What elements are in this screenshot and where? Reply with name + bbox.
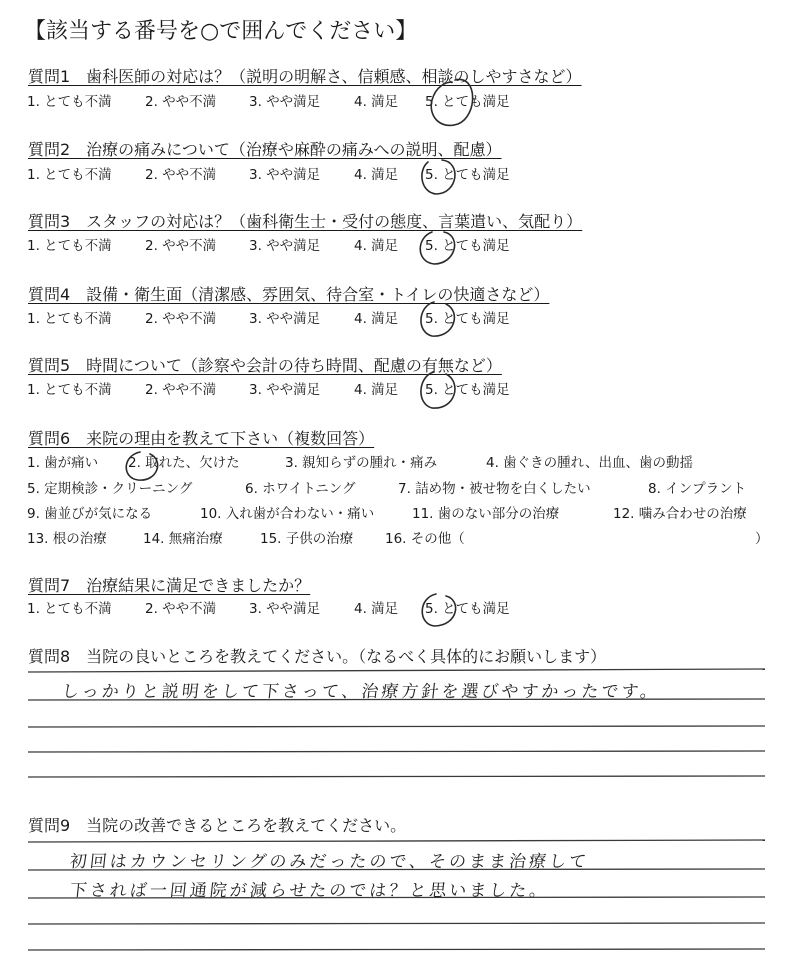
q6-option-8[interactable]: 8. インプラント xyxy=(648,481,747,497)
option-5[interactable]: 5. とても満足 xyxy=(425,94,510,110)
q9-answer-line-1 xyxy=(28,840,765,842)
option-5[interactable]: 5. とても満足 xyxy=(425,167,510,183)
q4-selected-circle xyxy=(421,302,454,336)
option-5[interactable]: 5. とても満足 xyxy=(425,382,510,398)
question-5-header: 質問5 時間について（診察や会計の待ち時間、配慮の有無など） xyxy=(28,356,502,375)
q9-handwritten-answer-line-2: 下されば一回通院が減らせたのでは？と思いました。 xyxy=(68,881,551,901)
q8-answer-line-5 xyxy=(28,776,765,777)
option-3[interactable]: 3. やや満足 xyxy=(249,94,321,110)
q6-option-15[interactable]: 15. 子供の治療 xyxy=(260,531,354,547)
q6-option-11[interactable]: 11. 歯のない部分の治療 xyxy=(412,506,560,522)
option-2[interactable]: 2. やや不満 xyxy=(145,601,217,617)
option-4[interactable]: 4. 満足 xyxy=(354,311,399,327)
question-8-header: 質問8 当院の良いところを教えてください。（なるべく具体的にお願いします） xyxy=(28,647,607,666)
option-1[interactable]: 1. とても不満 xyxy=(27,382,112,398)
option-4[interactable]: 4. 満足 xyxy=(354,238,399,254)
q6-selected-circle xyxy=(126,452,157,480)
option-5[interactable]: 5. とても満足 xyxy=(425,311,510,327)
option-3[interactable]: 3. やや満足 xyxy=(249,167,321,183)
option-5[interactable]: 5. とても満足 xyxy=(425,238,510,254)
option-1[interactable]: 1. とても不満 xyxy=(27,311,112,327)
q5-selected-circle xyxy=(421,372,455,408)
q9-answer-line-2 xyxy=(28,869,765,870)
q6-option-13[interactable]: 13. 根の治療 xyxy=(27,531,107,547)
q6-option-7[interactable]: 7. 詰め物・被せ物を白くしたい xyxy=(398,481,591,497)
q6-option-1[interactable]: 1. 歯が痛い xyxy=(27,455,99,471)
option-3[interactable]: 3. やや満足 xyxy=(249,601,321,617)
q6-option-6[interactable]: 6. ホワイトニング xyxy=(245,481,356,497)
q7-selected-circle xyxy=(422,594,455,626)
q6-option-16-close-paren: ） xyxy=(755,531,769,547)
q9-answer-line-4 xyxy=(28,923,765,924)
option-2[interactable]: 2. やや不満 xyxy=(145,167,217,183)
option-5[interactable]: 5. とても満足 xyxy=(425,601,510,617)
option-4[interactable]: 4. 満足 xyxy=(354,382,399,398)
page-title: 【該当する番号を○で囲んでください】 xyxy=(24,19,418,44)
option-4[interactable]: 4. 満足 xyxy=(354,94,399,110)
q1-selected-circle xyxy=(431,79,472,125)
q9-handwritten-answer-line-1: 初回はカウンセリングのみだったので、そのまま治療して xyxy=(68,852,591,872)
option-3[interactable]: 3. やや満足 xyxy=(249,311,321,327)
question-9-header: 質問9 当院の改善できるところを教えてください。 xyxy=(28,816,407,835)
q8-answer-line-1 xyxy=(28,669,765,672)
q6-option-14[interactable]: 14. 無痛治療 xyxy=(143,531,223,547)
question-2-header: 質問2 治療の痛みについて（治療や麻酔の痛みへの説明、配慮） xyxy=(28,140,502,159)
q6-option-12[interactable]: 12. 噛み合わせの治療 xyxy=(613,506,747,522)
q9-answer-line-5 xyxy=(28,949,765,950)
q8-answer-line-3 xyxy=(28,726,765,727)
option-1[interactable]: 1. とても不満 xyxy=(27,238,112,254)
q3-selected-circle xyxy=(420,232,454,264)
q6-option-10[interactable]: 10. 入れ歯が合わない・痛い xyxy=(200,506,375,522)
q8-handwritten-answer: しっかりと説明をして下さって、治療方針を選びやすかったです。 xyxy=(60,682,662,702)
option-1[interactable]: 1. とても不満 xyxy=(27,167,112,183)
option-4[interactable]: 4. 満足 xyxy=(354,167,399,183)
q6-option-4[interactable]: 4. 歯ぐきの腫れ、出血、歯の動揺 xyxy=(486,455,693,471)
q6-option-9[interactable]: 9. 歯並びが気になる xyxy=(27,506,153,522)
question-7-header: 質問7 治療結果に満足できましたか？ xyxy=(28,576,311,595)
q8-answer-line-2 xyxy=(28,699,765,700)
q6-option-3[interactable]: 3. 親知らずの腫れ・痛み xyxy=(285,455,438,471)
q2-selected-circle xyxy=(422,160,455,194)
option-2[interactable]: 2. やや不満 xyxy=(145,238,217,254)
q9-answer-line-3 xyxy=(28,897,765,898)
q6-option-2[interactable]: 2. 取れた、欠けた xyxy=(128,455,240,471)
question-1-header: 質問1 歯科医師の対応は？（説明の明解さ、信頼感、相談のしやすさなど） xyxy=(28,67,582,86)
option-3[interactable]: 3. やや満足 xyxy=(249,238,321,254)
option-2[interactable]: 2. やや不満 xyxy=(145,94,217,110)
option-1[interactable]: 1. とても不満 xyxy=(27,601,112,617)
option-3[interactable]: 3. やや満足 xyxy=(249,382,321,398)
option-2[interactable]: 2. やや不満 xyxy=(145,382,217,398)
q8-answer-line-4 xyxy=(28,751,765,752)
option-4[interactable]: 4. 満足 xyxy=(354,601,399,617)
question-4-header: 質問4 設備・衛生面（清潔感、雰囲気、待合室・トイレの快適さなど） xyxy=(28,285,550,304)
question-3-header: 質問3 スタッフの対応は？（歯科衛生士・受付の態度、言葉遣い、気配り） xyxy=(28,212,583,231)
q6-option-16[interactable]: 16. その他（ xyxy=(385,531,465,547)
question-6-header: 質問6 来院の理由を教えて下さい（複数回答） xyxy=(28,429,375,448)
option-2[interactable]: 2. やや不満 xyxy=(145,311,217,327)
q6-option-5[interactable]: 5. 定期検診・クリーニング xyxy=(27,481,193,497)
option-1[interactable]: 1. とても不満 xyxy=(27,94,112,110)
